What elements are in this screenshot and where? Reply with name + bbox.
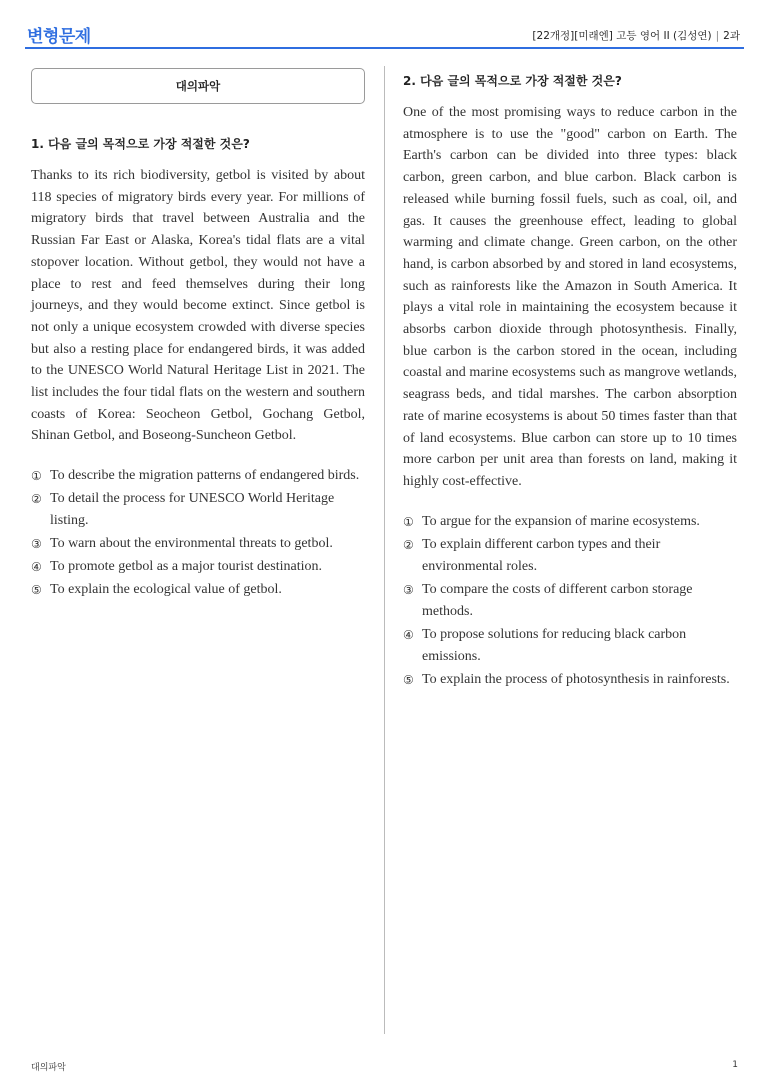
option-text: To warn about the environmental threats to getbol. — [50, 536, 333, 552]
answer-option[interactable] — [403, 624, 737, 668]
question-2-passage: One of the most promising ways to reduce carbon in the atmosphere is to use the "good" carbon on Earth. The Earth's carbon can be divided into three types: black carbon, green carbon, and blue carbon. Black carbon is released while burning fossil fuels, such as coal, oil, and gas. It causes the greenhouse effect, leading to global warming and climate change. Green carbon, on the other hand, is carbon absorbed by and stored in land ecosystems, such as rainforests like the Amazon in South America. It plays a vital role in maintaining the ecosystem because it absorbs carbon dioxide through photosynthesis. Finally, blue carbon is the carbon stored in the ocean, including coastal and marine ecosystems such as mangrove wetlands, seagrass beds, and tidal marshes. The carbon absorption rate of marine ecosystems is about 50 times faster than that of land ecosystems. Blue carbon can store up to 10 times more carbon per unit area than forests on land, making it highly cost-effective. — [403, 105, 737, 489]
option-text: To promote getbol as a major tourist destination. — [50, 559, 322, 575]
option-text: To explain different carbon types and their environmental roles. — [422, 536, 661, 574]
answer-option[interactable] — [403, 511, 737, 533]
answer-option[interactable] — [31, 465, 365, 487]
lesson-number: 2과 — [723, 30, 740, 42]
option-text: To explain the ecological value of getbol. — [50, 582, 282, 598]
course-info — [532, 28, 740, 43]
left-column — [31, 68, 365, 602]
answer-option[interactable] — [403, 669, 737, 691]
question-2-options — [403, 511, 737, 691]
column-divider — [384, 66, 385, 1034]
option-text: To argue for the expansion of marine ecosystems. — [422, 513, 700, 529]
option-text: To compare the costs of different carbon storage methods. — [422, 581, 693, 619]
right-column — [403, 68, 737, 692]
brand-title: 변형문제 — [27, 27, 91, 47]
option-number: ③ — [403, 582, 414, 597]
question-1-passage: Thanks to its rich biodiversity, getbol is visited by about 118 species of migratory birds every year. For millions of migratory birds that travel between Australia and the Russian Far East or Alaska, Korea's tidal flats are a vital stopover location. Without getbol, they would not have a place to rest and feed themselves during their long journeys, and they would become extinct. Since getbol is not only a unique ecosystem crowded with diverse species but also a resting place for endangered birds, it was added to the UNESCO World Natural Heritage List in 2021. The list includes the four tidal flats on the western and southern coasts of Korea: Seocheon Getbol, Gochang Getbol, Shinan Getbol, and Boseong-Suncheon Getbol. — [31, 168, 365, 444]
option-text: To detail the process for UNESCO World Heritage listing. — [50, 491, 335, 529]
page-header — [0, 0, 768, 50]
answer-option[interactable] — [31, 533, 365, 555]
option-text: To describe the migration patterns of endangered birds. — [50, 468, 360, 484]
option-number: ② — [403, 537, 414, 552]
option-number: ⑤ — [31, 583, 42, 598]
answer-option[interactable] — [31, 579, 365, 601]
answer-option[interactable] — [31, 556, 365, 578]
option-number: ② — [31, 492, 42, 507]
option-number: ① — [403, 514, 414, 529]
question-2-title: 2. 다음 글의 목적으로 가장 적절한 것은? — [403, 74, 622, 88]
course-name: [22개정][미래엔] 고등 영어 II (김성연) — [532, 30, 712, 42]
question-1-title: 1. 다음 글의 목적으로 가장 적절한 것은? — [31, 137, 250, 151]
option-text: To propose solutions for reducing black carbon emissions. — [422, 626, 687, 664]
option-number: ④ — [403, 627, 414, 642]
question-1-options — [31, 465, 365, 601]
answer-option[interactable] — [403, 579, 737, 623]
option-text: To explain the process of photosynthesis in rainforests. — [422, 671, 730, 687]
answer-option[interactable] — [31, 488, 365, 532]
option-number: ① — [31, 469, 42, 484]
section-label-box — [31, 68, 365, 104]
header-separator: | — [715, 30, 720, 42]
option-number: ③ — [31, 537, 42, 552]
footer-section-label: 대의파악 — [31, 1063, 66, 1073]
option-number: ④ — [31, 560, 42, 575]
page-number: 1 — [732, 1060, 738, 1070]
header-rule — [25, 47, 744, 49]
answer-option[interactable] — [403, 534, 737, 578]
option-number: ⑤ — [403, 672, 414, 687]
section-label: 대의파악 — [175, 79, 221, 93]
